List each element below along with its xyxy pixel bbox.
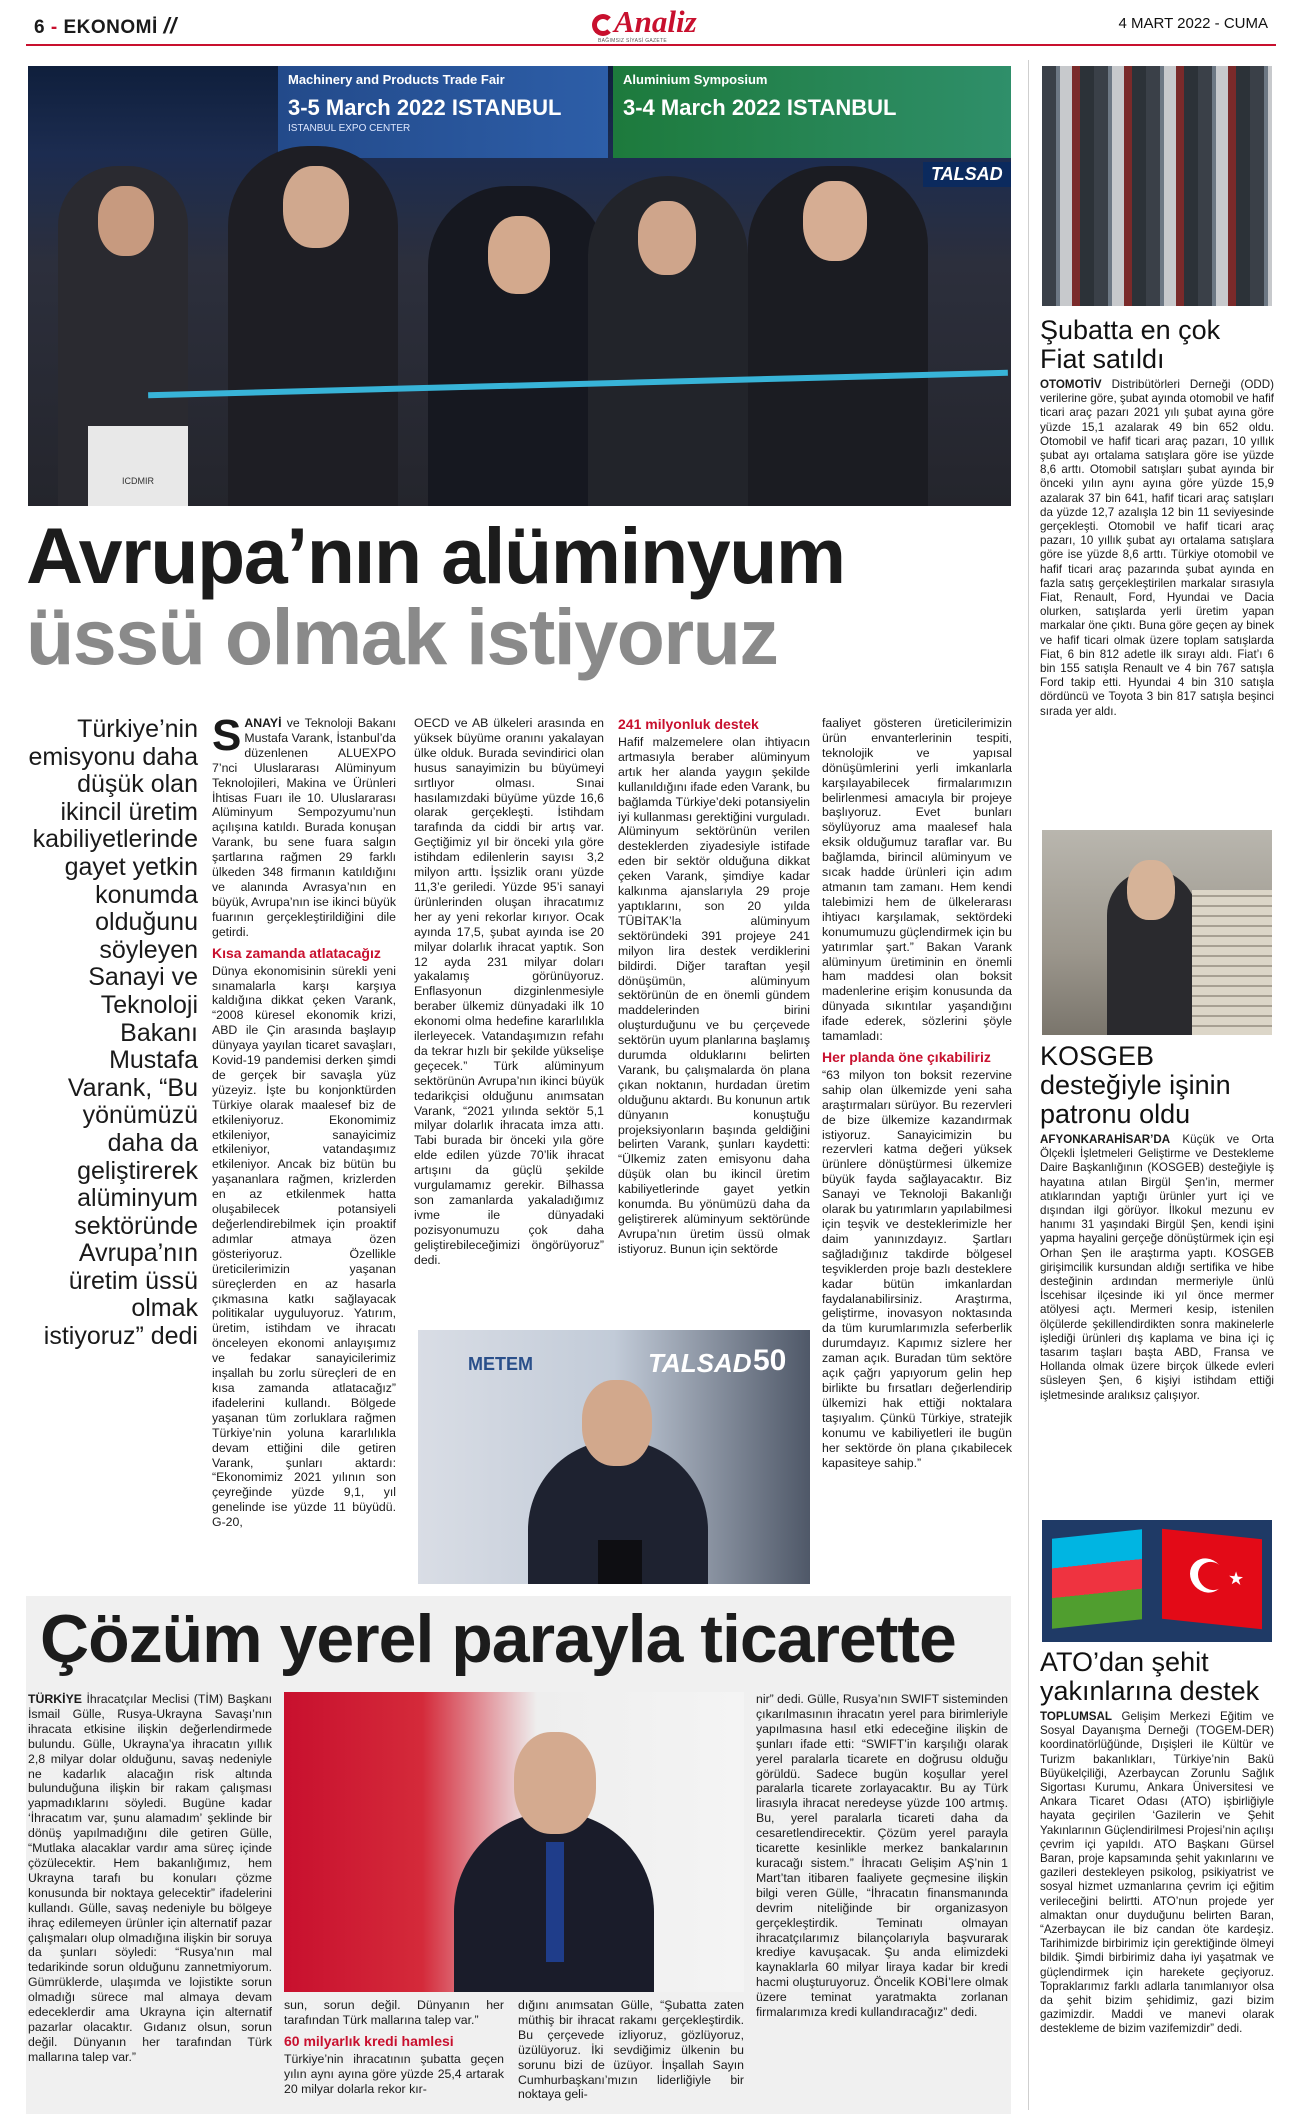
star-icon: ★ xyxy=(1228,1567,1245,1590)
main-col3-p1: Hafif malzemelere olan ihtiyacın artmasıyla beraber alüminyum artık her alanda yaygın şekilde kullanıldığını ifade eden Varank, bu bağlamda Türkiye’deki potansiyelin iyi kullanması gerektiğini vurguladı. Alüminyum sektörünün verilen desteklerden ziyadesiyle istifade eden bir sektör olduğuna dikkat çeken Varank, şimdiye kadar kalkınma ajanslarıyla 29 proje yaptıklarını, son 20 yılda TÜBİTAK’la alüminyum sektöründeki 391 projeye 241 milyon lira destek verdiklerini bildirdi. Diğer taraftan yeşil dönüşümün, alüminyum sektörünün de en önemli gündem maddelerinden birini oluşturduğunu ve bu çerçevede sektörün uyum planlarına başlamış durumda olduklarını belirten Varank, bu çalışmalarda ön plana çıkan noktanın, hurdadan üretim olduğunu aktardı. Bu konunun artık dünyanın konuştuğu projeksiyonların başında geldiğini belirten Varank, şunları kaydetti: “Ülkemiz zaten emisyonu daha düşük olan bu ikincil üretim kabiliyetlerinde gayet yetkin konumda. Bu yönümüzü daha da geliştirerek alüminyum sektöründe Avrupa’nın üretim üssü olmak istiyoruz. Bunun için sektörde xyxy=(618,735,810,1256)
main-col1-p1 xyxy=(212,716,396,940)
main-headline xyxy=(26,511,1016,681)
inset-photo-varank xyxy=(418,1330,810,1584)
photo-banner-right xyxy=(613,66,1011,158)
second-headline: Çözüm yerel parayla ticarette xyxy=(40,1601,956,1677)
sidebar-title-ato-line1: ATO’dan şehit xyxy=(1040,1647,1209,1677)
sidebar-title-fiat-line1: Şubatta en çok xyxy=(1040,315,1221,345)
person-face xyxy=(1127,860,1175,920)
subheading-kisa-zamanda: Kısa zamanda atlatacağız xyxy=(212,944,381,961)
logo-tagline: BAĞIMSIZ SİYASİ GAZETE xyxy=(598,38,668,44)
person-face xyxy=(283,166,349,248)
banner-left-title: Machinery and Products Trade Fair xyxy=(288,72,505,87)
second-col-1 xyxy=(28,1692,272,2110)
sidebar-body-kosgeb xyxy=(1040,1133,1274,1403)
marble-stack xyxy=(1192,890,1272,1035)
person-face xyxy=(514,1732,596,1834)
second-col2-p2: Türkiye’nin ihracatının şubatta geçen yılın aynı ayına göre yüzde 25,4 artarak 20 milyar dolarla rekor kır- xyxy=(284,2051,504,2096)
second-col-3 xyxy=(518,1998,744,2110)
award-sign xyxy=(88,426,188,506)
main-col-4 xyxy=(822,716,1012,1584)
sidebar-body-ato xyxy=(1040,1710,1274,2037)
person-face xyxy=(638,201,696,275)
sidebar-title-ato xyxy=(1040,1648,1274,1706)
backdrop-logo-metem: METEM xyxy=(468,1354,533,1374)
dropcap: S xyxy=(212,716,242,760)
lead-word: ANAYİ xyxy=(244,716,282,730)
photo-banner-left xyxy=(278,66,608,158)
sidebar-photo-flags xyxy=(1042,1520,1272,1642)
banner-left-date: 3-5 March 2022 ISTANBUL xyxy=(288,95,562,120)
person-face xyxy=(488,216,550,294)
second-col1-p1 xyxy=(28,1692,272,2065)
logo-swoosh-icon xyxy=(592,14,614,36)
lead-word: TÜRKİYE xyxy=(28,1692,82,1706)
sidebar-title-ato-line2: yakınlarına destek xyxy=(1040,1676,1260,1706)
azerbaijan-flag xyxy=(1052,1529,1142,1628)
paragraph: ve Teknoloji Bakanı Mustafa Varank, İstanbul’da düzenlenen ALUEXPO 7’nci Uluslararası Alüminyum Teknolojileri, Makina ve Ürünleri İhtisas Fuarı ile 10. Uluslararası Alüminyum Sempozyumu’nun açılışına katıldı. Burada konuşan Varank, bu sene fuara salgın şartlarına rağmen 29 farklı ülkeden 348 firmanın katıldığını ve alanında Avrasya’nın en büyük, Avrupa’nın ise ikinci büyük fuarının gerçekleştirildiğini dile getirdi. xyxy=(212,716,396,939)
paragraph: İhracatçılar Meclisi (TİM) Başkanı İsmail Gülle, Rusya-Ukrayna Savaşı’nın ihracata etkisine ilişkin değerlendirmede bulundu. Gülle, Ukrayna’ya ihracatın yıllık 2,8 milyar dolar olduğunu, savaş nedeniyle ne kadarlık alacağın risk altında bulunduğuna ilişkin bir rakam çalışması yapmadıklarını söyledi. Bugüne kadar ‘İhracatım var, şunu alamadım’ şeklinde bir dönüş yapılmadığını dile getiren Gülle, “Mutlaka alacaklar vardır ama süreç içinde çözülecektir. Hem bakanlığımız, hem Ukrayna tarafı bu konuları çözme konusunda bir noktaya gelecektir” ifadelerini kullandı. Gülle, savaş nedeniyle bu bölgeye ihraç edilemeyen ürünler için alternatif pazar çalışmaları olup olmadığına ilişkin bir soruya da şunları söyledi: “Rusya’nın mal tedarikinde sorun olduğunu zannetmiyorum. Gümrüklerde, ulaşımda ve lojistikte sorun olmadığı sürece mal almaya devam edeceklerdir ama Ukrayna için alternatif pazarlar olacaktır. Gıdanız olsun, sorun değil. Dünyanın her tarafından Türk mallarına talep var.” xyxy=(28,1692,272,2064)
second-col4-p1: nir” dedi. Gülle, Rusya’nın SWIFT sisteminden çıkarılmasının ihracatın yerel para birimleriyle yapılmasına hasıl etki edeceğine ilişkin de şunları ifade etti: “SWIFT’in karşılığı olarak yerel paralarla ticarete en doğrusu olduğu görüldü. Sadece bugün koşullar yerel paralarla ticarete zorlayacaktır. Bu ay Türk lirasıyla ihracat neredeyse yüzde 100 artmış. Bu, yerel paralarla ticareti daha da cesaretlendirecektir. Çözüm yerel parayla ticarette kesinlikle merkez bankalarının kuracağı sistem.” İhracatı Gelişim AŞ’nin 1 Mart’tan itibaren faaliyete geçmesine ilişkin bilgi veren Gülle, “İhracatın finansmanında devrim niteliğinde bir organizasyon gerçekleştirdik. Teminatı olmayan ihracatçılarımız bilançolarıyla başvurarak krediye kavuşacak. Şu anda elimizdeki kaynaklarla 60 milyar liraya kadar bir kredi hacmi oluşturuyoruz. Öncelik KOBİ’lere olmak üzere teminat yaratmakta zorlanan firmalarımıza kredi kullandıracağız” dedi. xyxy=(756,1692,1008,2020)
main-col-3 xyxy=(618,716,810,1316)
necktie xyxy=(546,1842,564,1962)
sidebar-text: Küçük ve Orta Ölçekli İşletmeleri Geliştirme ve Destekleme Daire Başkanlığının (KOSGEB) desteğiyle iş hayatına atılan Birgül Şen’in, mermer atıklarından yaptığı ürünler yurt içi ve dışından ilgi görüyor. İlkokul mezunu ev hanımı 31 yaşındaki Birgül Şen, kendi işini yapma hayalini gerçeğe dönüştürmek için eşi Orhan Şen ile araştırma yaptı. KOSGEB girişimcilik kursundan aldığı sertifika ve hibe desteğinin ardından mermeriyle ünlü İscehisar ilçesinde iki yıl önce mermer atölyesi açtı. Mermeri kesip, istenilen ölçülerde şekillendirdikten sonra makinelerle işlediği ürünleri dış kaplama ve bina içi iç tasarım taşları başta ABD, Fransa ve Hollanda olmak üzere birçok ülkede evleri süsleyen Şen, 6 kişiyi istihdam ettiği işletmesinde aralıksız çalışıyor. xyxy=(1040,1133,1274,1402)
sidebar-article-ato xyxy=(1040,1648,1274,2037)
main-col4-p2: “63 milyon ton boksit rezervine sahip olan ülkemizde yeni saha araştırmaları sürüyor. Bu rezervleri de bize ülkemize kazandırmak istiyoruz. Sanayicimizin bu rezervleri katma değeri yüksek ürünlere dönüştürmesi ülkemize büyük fayda sağlayacaktır. Biz Sanayi ve Teknoloji Bakanlığı olarak bu yatırımların yapılabilmesi için teşvik ve desteklerimizle her daim yanınızdayız. Şartları sağladığınız takdirde bölgesel teşviklerden proje bazlı desteklere kadar bütün imkanlardan faydalanabilirsiniz. Araştırma, geliştirme, inovasyon noktasında da tüm kurumlarımızla seferberlik durumdayız. Kapımız sizlere her zaman açık. Buradan tüm sektöre açık çağrı yapıyorum gelin hep birlikte bu fırsatları değerlendirip ülkemizi hak ettiği noktalara taşıyalım. Çünkü Türkiye, stratejik konumu ve kabiliyetleri ile bugün her sektörde ön plana çıkabilecek kapasiteye sahip.” xyxy=(822,1067,1012,1470)
banner-right-title: Aluminium Symposium xyxy=(623,72,768,87)
person-face xyxy=(98,186,154,256)
main-col1-p2: Dünya ekonomisinin sürekli yeni sınamalarla karşı karşıya kaldığına dikkat çeken Varank, “2008 küresel ekonomik krizi, ABD ile Çin arasında başlayıp dünyaya yayılan ticaret savaşları, Kovid-19 pandemisi derken şimdi de gerçek bir savaşla yüz yüzeyiz. İşte bu konjonktürden Türkiye olarak maalesef biz de etkileniyoruz. Ekonomimiz etkileniyor, sanayicimiz etkileniyor, vatandaşımız etkileniyor. Ancak biz bütün bu yaşananlara rağmen, krizlerden en az etkilenmek hatta oluşabilecek potansiyeli değerlendirebilmek için proaktif adımlar atmaya özen gösteriyoruz. Özellikle üreticilerimizin yaşanan süreçlerden en az hasarla çıkmasına katkı sağlayacak politikalar uyguluyoruz. Yatırım, üretim, istihdam ve ihracatı önceleyen ekonomi anlayışımız ve fedakar sanayicilerimiz inşallah bu zorlu süreçleri de en kısa zamanda atlatacağız” ifadelerini kullandı. Bölgede yaşanan tüm zorluklara rağmen Türkiye’nin yoluna kararlılıkla devam ettiğini dile getiren Varank, şunları aktardı: “Ekonomimiz 2021 yılının son çeyreğinde yüzde 9,1, yıl genelinde ise yüzde 11 büyüdü. G-20, xyxy=(212,963,396,1530)
banner-right-date: 3-4 March 2022 ISTANBUL xyxy=(623,95,897,120)
photo-ismail-gulle xyxy=(284,1692,744,1992)
second-col-4 xyxy=(756,1692,1008,2110)
main-col-2 xyxy=(414,716,604,1316)
section-label: 6 - EKONOMİ // xyxy=(34,13,177,38)
subheading-241-milyon: 241 milyonluk destek xyxy=(618,716,759,732)
sidebar-title-fiat-line2: Fiat satıldı xyxy=(1040,344,1165,374)
main-col2-p1: OECD ve AB ülkeleri arasında en yüksek büyüme oranını yakalayan ülke olduk. Burada sevindirici olan husus sanayimizin bu büyümeyi sırtlıyor olması. Sınai hasılamızdaki büyüme yüzde 16,6 olarak gerçekleşti. İstihdam tarafında da ciddi bir artış var. Geçtiğimiz yıl bir önceki yıla göre istihdam edilenlerin sayısı 3,2 milyon arttı. İşsizlik oranı yüzde 11,3’e geriledi. Yüzde 95’i sanayi ürünlerinden oluşan ihracatımız her ay yeni rekorlar kırıyor. Ocak ayında 17,5, şubat ayında ise 20 milyar dolarlık ihracat yaptık. Son 12 ayda 231 milyar doları yakalamış görünüyoruz. Enflasyonun dizginlenmesiyle beraber ülkemiz dünyadaki ilk 10 ekonomi olma hedefine kararlılıkla ilerleyecek. Vatandaşımızın refahı da tekrar hızlı bir şekilde yükselişe geçecek.” Türk alüminyum sektörünün Avrupa’nın ikinci büyük tedarikçisi olduğunu anımsatan Varank, “2021 yılında sektör 5,1 milyar dolarlık ihracata imza attı. Tabi burada bir önceki yıla göre elde edilen yüzde 70’lik ihracat artışını da güçlü şekilde vurgulamamız gerekir. Bilhassa son zamanlarda yakaladığımız ivme ile dünyadaki pozisyonumuzu çok daha geliştirebileceğimizi öngörüyoruz” dedi. xyxy=(414,716,604,1267)
sidebar-text: Gelişim Merkezi Eğitim ve Sosyal Dayanışma Derneği (TOGEM-DER) koordinatörlüğünde, Dışişleri ile Kültür ve Turizm bakanlıkları, Türkiye’nin Bakü Büyükelçiliği, Azerbaycan Zorunlu Sağlık Sigortası Kurumu, Ankara Üniversitesi ve Ankara Ticaret Odası (ATO) işbirliğiyle hayata geçirilen ‘Gazilerin ve Şehit Yakınlarının Güçlendirilmesi Projesi’nin açılışı çevrim içi yapıldı. ATO Başkanı Gürsel Baran, proje kapsamında şehit yakınlarını ve gazileri destekleyen psikolog, psikiyatrist ve sosyal hizmet uzmanlarına çevrim içi eğitim verileceğini belirtti. ATO’nun projede yer almaktan onur duyduğunu belirten Baran, “Azerbaycan ile biz candan öte kardeşiz. Tarihimizde birbirimiz için gerektiğinde ölmeyi bildik. Şimdi birbirimiz daha iyi yaşatmak ve güçlendirmek için harekete geçiyoruz. Topraklarımız farklı adlarla tanımlanıyor olsa da şehit bizim şehidimiz, gazi bizim gazimizdir. Maddi ve manevi olarak destekleme de bizim vazifemizdir” dedi. xyxy=(1040,1710,1274,2036)
main-col-1 xyxy=(212,716,396,1584)
sidebar-divider xyxy=(1028,60,1029,2110)
subheading-60-milyar: 60 milyarlık kredi hamlesi xyxy=(284,2032,454,2049)
backdrop-logo-talsad: TALSAD xyxy=(648,1348,752,1378)
second-col3-p1: dığını anımsatan Gülle, “Şubatta zaten müthiş bir ihracat rakamı gerçekleştirdik. Bu çerçevede izliyoruz, gözlüyoruz, üzülüyoruz. İki sevdiğimiz ülkenin bu sorunu bizi de üzüyor. İnşallah Sayın Cumhurbaşkanı’mızın liderliğiyle bir noktaya geli- xyxy=(518,1998,744,2102)
award-sign-text: ICDMIR xyxy=(122,476,154,486)
podium-microphone xyxy=(598,1540,642,1584)
backdrop-logo-50: 50 xyxy=(753,1344,787,1377)
sidebar-title-kosgeb-line3: patronu oldu xyxy=(1040,1099,1191,1129)
section-name: EKONOMİ xyxy=(63,17,158,38)
page-header xyxy=(26,4,1276,44)
second-col2-p1: sun, sorun değil. Dünyanın her tarafından Türk mallarına talep var.” xyxy=(284,1998,504,2027)
sidebar-body-fiat xyxy=(1040,378,1274,719)
sidebar-title-fiat xyxy=(1040,316,1274,374)
logo[interactable] xyxy=(566,4,766,42)
sidebar-text: Distribütörleri Derneği (ODD) verilerine göre, şubat ayında otomobil ve hafif ticari araç pazarı 2021 yılı şubat ayına göre yüzde 15,1 azalarak 49 bin 652 oldu. Otomobil ve hafif ticari araç pazarı, 10 yıllık şubat ayı ortalama satışlara göre ise yüzde 8,6 arttı. Otomobil satışları şubat ayında bir önceki yılın aynı ayına göre yüzde 15,9 azalarak 37 bin 641, hafif ticari araç satışları da yüzde 12,7 azalışla 12 bin 11 seviyesinde gerçekleşti. Otomobil ve hafif ticari araç pazarı, 10 yıllık şubat ayı ortalama satışlara göre ise yüzde 8,6 arttı. Türkiye otomobil ve hafif ticari araç pazarında şubat ayında en fazla satış gerçekleştirilen markalar sırasıyla Fiat, Renault, Ford, Hyundai ve Dacia olurken, satışlarda yerli üretim yapan markalar öne çıktı. Buna göre geçen ay binek ve hafif ticari olmak üzere toplam satışlarda Fiat, 6 bin 812 adetle ilk sırayı aldı. Fiat’ı 6 bin 155 satışla Renault ve 4 bin 767 satışla Ford takip etti. Hyundai 4 bin 310 satışla dördüncü ve Toyota 3 bin 817 satışla beşinci sırada yer aldı. xyxy=(1040,378,1274,718)
person-face xyxy=(582,1380,652,1466)
lead-word: OTOMOTİV xyxy=(1040,378,1102,391)
sidebar-photo-woman-marble xyxy=(1042,830,1272,1035)
lead-word: AFYONKARAHİSAR’DA xyxy=(1040,1133,1171,1146)
sidebar-article-fiat xyxy=(1040,316,1274,719)
sidebar-photo-parked-cars xyxy=(1042,66,1272,306)
person-face xyxy=(803,181,867,261)
subheading-her-planda: Her planda öne çıkabiliriz xyxy=(822,1048,991,1065)
issue-date: 4 MART 2022 - CUMA xyxy=(1118,15,1268,32)
main-deck: Türkiye’nin emisyonu daha düşük olan ikincil üretim kabiliyetlerinde gayet yetkin konumda olduğunu söyleyen Sanayi ve Teknoloji Bakanı Mustafa Varank, “Bu yönümüzü daha da geliştirerek alüminyum sektöründe Avrupa’nın üretim üssü olmak istiyoruz” dedi xyxy=(28,715,198,1351)
sidebar-title-kosgeb-line2: desteğiyle işinin xyxy=(1040,1070,1231,1100)
main-headline-line2: üssü olmak istiyoruz xyxy=(26,592,778,681)
sidebar-article-kosgeb xyxy=(1040,1042,1274,1403)
page-number: 6 xyxy=(34,17,46,38)
logo-text: Analiz xyxy=(614,4,697,39)
second-col-2 xyxy=(284,1998,504,2110)
turkey-flag xyxy=(1162,1529,1262,1630)
sidebar-title-kosgeb xyxy=(1040,1042,1274,1129)
photo-sponsor-logo: TALSAD xyxy=(923,162,1011,187)
header-rule xyxy=(26,44,1276,46)
banner-left-sub: ISTANBUL EXPO CENTER xyxy=(288,123,411,134)
main-photo-ribbon-cutting xyxy=(28,66,1011,506)
lead-word: TOPLUMSAL xyxy=(1040,1710,1112,1723)
main-headline-line1: Avrupa’nın alüminyum xyxy=(26,511,845,600)
sidebar-title-kosgeb-line1: KOSGEB xyxy=(1040,1041,1155,1071)
main-col4-p1: faaliyet gösteren üreticilerimizin ürün envanterlerinin tespiti, teknolojik ve yapısal dönüşümlerini yerli imkanlarla karşılayabilecek firmalarımızın belirlenmesi amacıyla bir projeye başlıyoruz. Evet bunları söylüyoruz ama maalesef hala eksik olduğumuz taraflar var. Bu bağlamda, birincil alüminyum ve sıcak hadde ürünleri için adım atmanın tam zamanı. Hem kendi talebimizi hem de ülkelerarası ihtiyacı karşılamak, sektördeki konumumuzu güçlendirmek için bu yatırımlar şart.” Bakan Varank alüminyum üretiminin en önemli ham maddesi olan boksit madenlerine erişim konusunda da dünyada sıkıntılar yaşandığını ifade ederek, sözlerini şöyle tamamladı: xyxy=(822,716,1012,1044)
